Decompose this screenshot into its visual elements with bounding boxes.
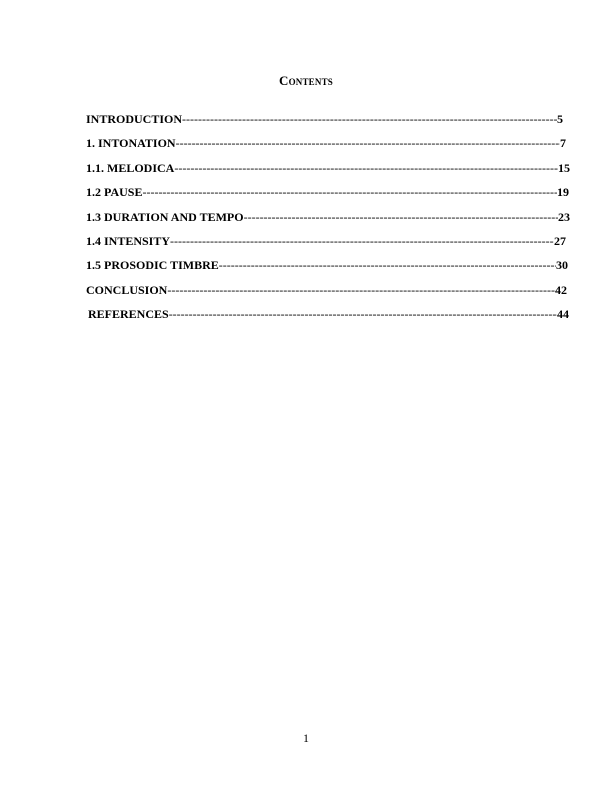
- dot-leader: [169, 307, 557, 322]
- toc-entry-page: 23: [558, 209, 570, 224]
- toc-entry-page: 44: [557, 307, 569, 322]
- toc-entry-label: 1.3 DURATION AND TEMPO: [86, 209, 244, 224]
- toc-entry-page: 30: [556, 258, 568, 273]
- toc-entry-intensity[interactable]: [86, 234, 566, 258]
- page-title: Contents: [278, 73, 333, 88]
- toc-entry-page: 15: [558, 160, 570, 175]
- toc-entry-label: 1.2 PAUSE: [86, 185, 143, 200]
- toc-entry-melodica[interactable]: [86, 161, 570, 185]
- page-number: 1: [303, 731, 309, 745]
- toc-entry-conclusion[interactable]: [86, 283, 567, 307]
- dot-leader: [170, 234, 554, 249]
- toc-entry-label: 1.5 PROSODIC TIMBRE: [86, 258, 219, 273]
- toc-entry-prosodic-timbre[interactable]: [86, 258, 568, 282]
- dot-leader: [219, 258, 556, 273]
- toc-entry-page: 42: [555, 282, 567, 297]
- toc-entry-label: 1. INTONATION: [86, 136, 176, 151]
- toc-entry-page: 19: [557, 185, 569, 200]
- toc-entry-pause[interactable]: [86, 185, 569, 209]
- toc-entry-intonation[interactable]: [86, 136, 566, 160]
- dot-leader: [244, 210, 558, 225]
- toc-entry-introduction[interactable]: [86, 112, 563, 136]
- toc-entry-page: 7: [560, 136, 566, 151]
- toc-entry-page: 27: [554, 233, 566, 248]
- dot-leader: [176, 136, 560, 151]
- toc-entry-page: 5: [557, 112, 563, 126]
- toc-entry-label: 1.4 INTENSITY: [86, 233, 171, 248]
- toc-entry-duration-and-tempo[interactable]: [86, 210, 570, 234]
- toc-entry-label: REFERENCES: [88, 307, 169, 322]
- toc-entry-label: 1.1. MELODICA: [86, 160, 175, 175]
- toc-entry-references[interactable]: [88, 307, 569, 331]
- toc-entry-label: CONCLUSION: [86, 282, 168, 297]
- dot-leader: [142, 185, 557, 200]
- dot-leader: [182, 112, 557, 127]
- table-of-contents: [86, 112, 572, 332]
- dot-leader: [167, 283, 555, 298]
- dot-leader: [174, 161, 558, 176]
- toc-entry-label: INTRODUCTION: [86, 112, 183, 126]
